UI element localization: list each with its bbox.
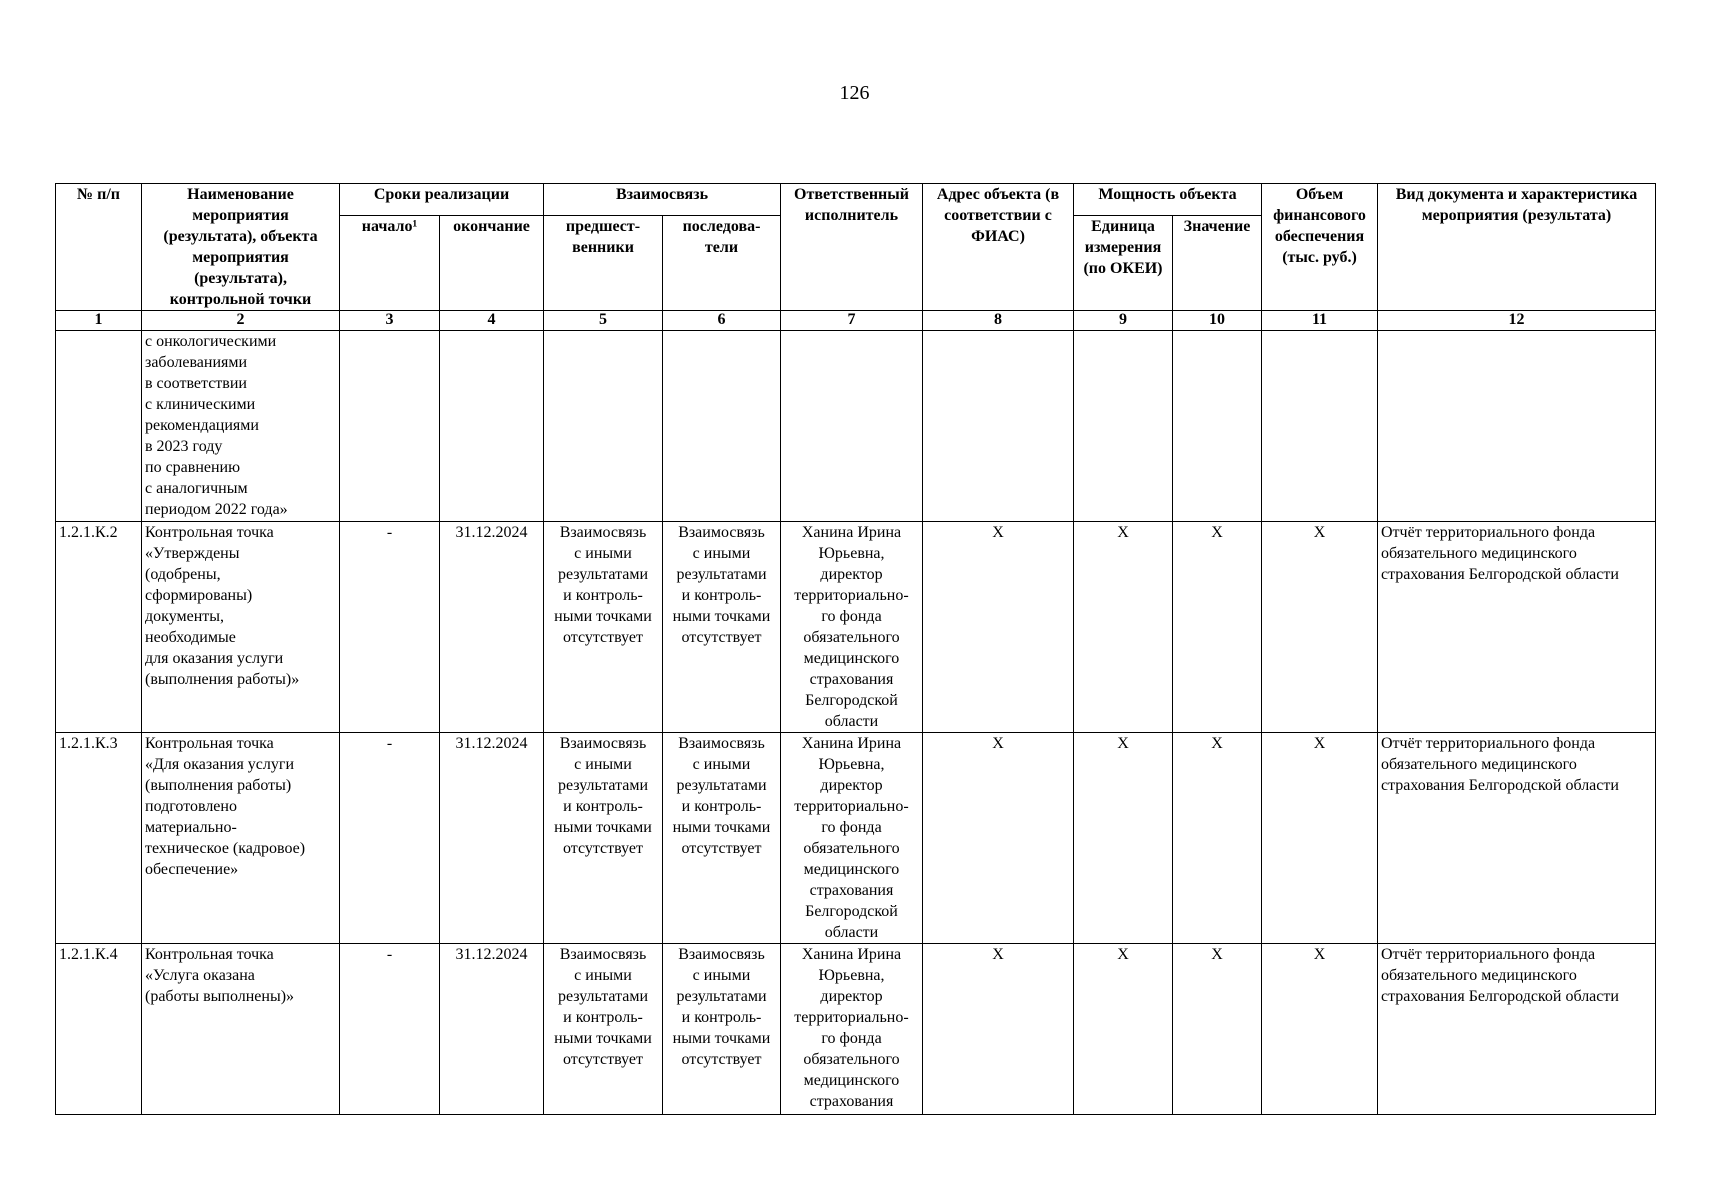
row-responsible: Ханина Ирина Юрьевна, директор территориально- го фонда обязательного медицинского страхования <box>781 944 923 1115</box>
row-document: Отчёт территориального фонда обязательного медицинского страхования Белгородской области <box>1378 522 1656 733</box>
row-number: 1.2.1.К.4 <box>56 944 142 1115</box>
row-responsible: Ханина Ирина Юрьевна, директор территориально- го фонда обязательного медицинского страхования Белгородской области <box>781 733 923 944</box>
row-document: Отчёт территориального фонда обязательного медицинского страхования Белгородской области <box>1378 733 1656 944</box>
row-start: - <box>340 733 440 944</box>
header-value: Значение <box>1173 216 1262 311</box>
continuation-text: с онкологическими заболеваниями в соответствии с клиническими рекомендациями в 2023 году по сравнению с аналогичным периодом 2022 года» <box>142 331 340 522</box>
column-number: 5 <box>544 311 663 331</box>
column-number: 2 <box>142 311 340 331</box>
header-address: Адрес объекта (в соответствии с ФИАС) <box>923 184 1074 311</box>
column-number: 7 <box>781 311 923 331</box>
header-start: начало¹ <box>340 216 440 311</box>
row-finance: X <box>1262 522 1378 733</box>
column-number-row <box>56 311 1656 331</box>
column-number: 11 <box>1262 311 1378 331</box>
row-name: Контрольная точка «Утверждены (одобрены, сформированы) документы, необходимые для оказания услуги (выполнения работы)» <box>142 522 340 733</box>
page-number: 126 <box>839 82 870 104</box>
row-address: X <box>923 944 1074 1115</box>
row-finance: X <box>1262 733 1378 944</box>
column-number: 10 <box>1173 311 1262 331</box>
column-number: 9 <box>1074 311 1173 331</box>
table-row <box>56 733 1656 944</box>
row-finance: X <box>1262 944 1378 1115</box>
column-number: 12 <box>1378 311 1656 331</box>
header-relationship: Взаимосвязь <box>544 184 781 216</box>
table-row <box>56 944 1656 1115</box>
row-address: X <box>923 733 1074 944</box>
row-start: - <box>340 522 440 733</box>
header-end: окончание <box>440 216 544 311</box>
row-address: X <box>923 522 1074 733</box>
row-number: 1.2.1.К.2 <box>56 522 142 733</box>
header-predecessors: предшест- венники <box>544 216 663 311</box>
row-end: 31.12.2024 <box>440 733 544 944</box>
row-number: 1.2.1.К.3 <box>56 733 142 944</box>
row-unit: X <box>1074 944 1173 1115</box>
row-successors: Взаимосвязь с иными результатами и контроль- ными точками отсутствует <box>663 522 781 733</box>
row-name: Контрольная точка «Для оказания услуги (выполнения работы) подготовлено материально- техническое (кадровое) обеспечение» <box>142 733 340 944</box>
header-successors: последова- тели <box>663 216 781 311</box>
header-capacity: Мощность объекта <box>1074 184 1262 216</box>
column-number: 8 <box>923 311 1074 331</box>
row-unit: X <box>1074 522 1173 733</box>
column-number: 6 <box>663 311 781 331</box>
row-successors: Взаимосвязь с иными результатами и контроль- ными точками отсутствует <box>663 733 781 944</box>
row-value: X <box>1173 944 1262 1115</box>
plan-table <box>55 183 1656 1115</box>
row-predecessors: Взаимосвязь с иными результатами и контроль- ными точками отсутствует <box>544 733 663 944</box>
row-successors: Взаимосвязь с иными результатами и контроль- ными точками отсутствует <box>663 944 781 1115</box>
row-document: Отчёт территориального фонда обязательного медицинского страхования Белгородской области <box>1378 944 1656 1115</box>
row-responsible: Ханина Ирина Юрьевна, директор территориально- го фонда обязательного медицинского страхования Белгородской области <box>781 522 923 733</box>
header-unit: Единица измерения (по ОКЕИ) <box>1074 216 1173 311</box>
table-row <box>56 522 1656 733</box>
column-number: 3 <box>340 311 440 331</box>
column-number: 1 <box>56 311 142 331</box>
row-end: 31.12.2024 <box>440 522 544 733</box>
row-predecessors: Взаимосвязь с иными результатами и контроль- ными точками отсутствует <box>544 522 663 733</box>
header-number: № п/п <box>56 184 142 311</box>
header-finance: Объем финансового обеспечения (тыс. руб.) <box>1262 184 1378 311</box>
row-unit: X <box>1074 733 1173 944</box>
row-value: X <box>1173 522 1262 733</box>
column-number: 4 <box>440 311 544 331</box>
header-responsible: Ответственный исполнитель <box>781 184 923 311</box>
continuation-row <box>56 331 1656 522</box>
row-name: Контрольная точка «Услуга оказана (работы выполнены)» <box>142 944 340 1115</box>
header-document: Вид документа и характеристика мероприятия (результата) <box>1378 184 1656 311</box>
row-end: 31.12.2024 <box>440 944 544 1115</box>
header-implementation-period: Сроки реализации <box>340 184 544 216</box>
row-start: - <box>340 944 440 1115</box>
row-predecessors: Взаимосвязь с иными результатами и контроль- ными точками отсутствует <box>544 944 663 1115</box>
row-value: X <box>1173 733 1262 944</box>
header-name: Наименование мероприятия (результата), объекта мероприятия (результата), контрольной точки <box>142 184 340 311</box>
